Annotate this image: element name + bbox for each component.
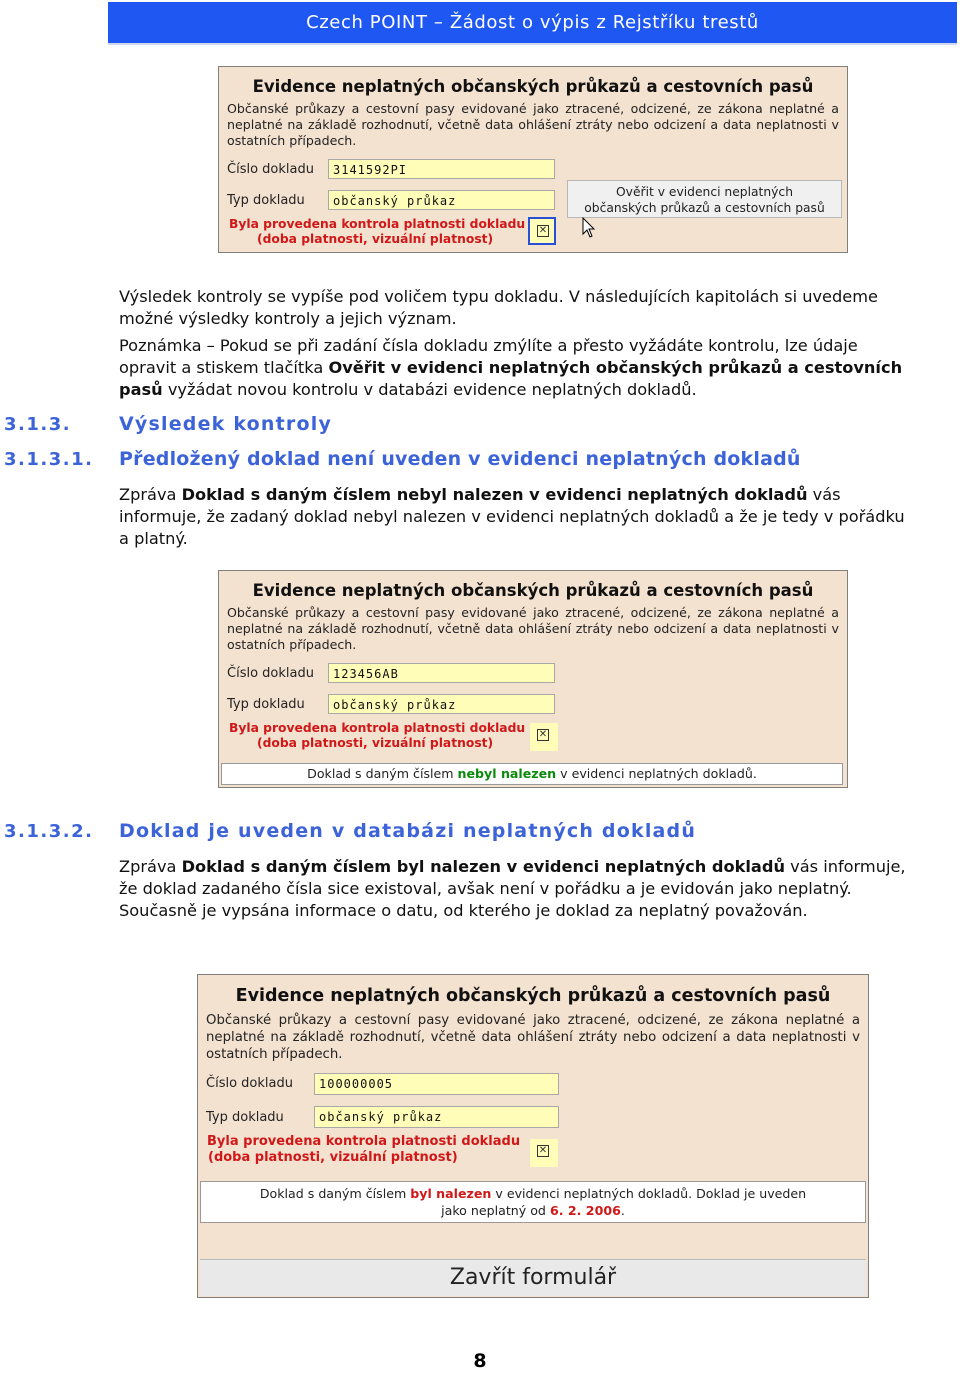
validity-checkbox[interactable]: ✕ bbox=[530, 723, 558, 751]
document-type-label: Typ dokladu bbox=[206, 1110, 284, 1125]
paragraph-result-intro: Výsledek kontroly se vypíše pod voličem typu dokladu. V následujících kapitolách si uvedeme možné výsledky kontroly a jejich význam. bbox=[119, 287, 878, 328]
document-number-label: Číslo dokladu bbox=[227, 666, 314, 681]
form-title: Evidence neplatných občanských průkazů a cestovních pasů bbox=[235, 986, 831, 1006]
paragraph-not-found: Zpráva Doklad s daným číslem nebyl nalezen v evidenci neplatných dokladů vás informuje, že zadaný doklad nebyl nalezen v evidenci neplatných dokladů a že je tedy v pořádku a platný. bbox=[119, 485, 905, 548]
document-type-select[interactable]: občanský průkaz bbox=[314, 1106, 559, 1128]
form-description: Občanské průkazy a cestovní pasy evidované jako ztracené, odcizené, ze zákona neplatné a neplatné na základě rozhodnutí, včetně data ohlášení ztráty nebo odcizení a data neplatnosti v ostatních případech. bbox=[206, 1013, 860, 1062]
form-description: Občanské průkazy a cestovní pasy evidované jako ztracené, odcizené, ze zákona neplatné a neplatné na základě rozhodnutí, včetně data ohlášení ztráty nebo odcizení a data neplatnosti v ostatních případech. bbox=[227, 605, 839, 652]
validity-checkbox[interactable]: ✕ bbox=[528, 217, 556, 245]
document-number-input[interactable]: 100000005 bbox=[314, 1073, 559, 1095]
document-number-input[interactable]: 3141592PI bbox=[328, 159, 555, 179]
page-number: 8 bbox=[473, 1350, 487, 1372]
validity-check-label: Byla provedena kontrola platnosti dokladu (doba platnosti, vizuální platnost) bbox=[207, 1134, 521, 1165]
close-form-button[interactable]: Zavřít formulář bbox=[200, 1259, 866, 1296]
document-header-banner: Czech POINT – Žádost o výpis z Rejstříku trestů bbox=[108, 2, 957, 45]
document-type-label: Typ dokladu bbox=[227, 193, 305, 208]
form-screenshot-2 bbox=[218, 570, 848, 788]
section-number-3-1-3: 3.1.3. bbox=[4, 414, 72, 435]
form-description: Občanské průkazy a cestovní pasy evidované jako ztracené, odcizené, ze zákona neplatné a neplatné na základě rozhodnutí, včetně data ohlášení ztráty nebo odcizení a data neplatnosti v ostatních případech. bbox=[227, 101, 839, 148]
section-title-3-1-3: Výsledek kontroly bbox=[119, 413, 333, 435]
section-number-3-1-3-1: 3.1.3.1. bbox=[4, 449, 94, 470]
verify-button[interactable]: Ověřit v evidenci neplatných občanských průkazů a cestovních pasů bbox=[567, 180, 842, 218]
form-title: Evidence neplatných občanských průkazů a cestovních pasů bbox=[252, 581, 814, 600]
mouse-cursor-icon bbox=[582, 217, 596, 239]
result-message-not-found: Doklad s daným číslem nebyl nalezen v evidenci neplatných dokladů. bbox=[221, 763, 843, 785]
validity-checkbox[interactable]: ✕ bbox=[530, 1139, 558, 1167]
section-number-3-1-3-2: 3.1.3.2. bbox=[4, 821, 94, 842]
document-type-select[interactable]: občanský průkaz bbox=[328, 694, 555, 714]
paragraph-found: Zpráva Doklad s daným číslem byl nalezen v evidenci neplatných dokladů vás informuje, že doklad zadaného čísla sice existoval, avšak není v pořádku a je evidován jako neplatný. Současně je vypsána informace o datu, od kterého je doklad za neplatný považován. bbox=[119, 857, 906, 920]
document-number-label: Číslo dokladu bbox=[206, 1076, 293, 1091]
section-title-3-1-3-2: Doklad je uveden v databázi neplatných dokladů bbox=[119, 820, 697, 842]
document-number-label: Číslo dokladu bbox=[227, 162, 314, 177]
validity-check-label: Byla provedena kontrola platnosti dokladu (doba platnosti, vizuální platnost) bbox=[229, 217, 526, 246]
form-screenshot-3 bbox=[197, 974, 869, 1298]
validity-check-label: Byla provedena kontrola platnosti dokladu (doba platnosti, vizuální platnost) bbox=[229, 721, 526, 750]
document-number-input[interactable]: 123456AB bbox=[328, 663, 555, 683]
form-title: Evidence neplatných občanských průkazů a cestovních pasů bbox=[252, 77, 814, 96]
result-message-found: Doklad s daným číslem byl nalezen v evidenci neplatných dokladů. Doklad je uveden jako neplatný od 6. 2. 2006. bbox=[200, 1181, 866, 1223]
document-type-select[interactable]: občanský průkaz bbox=[328, 190, 555, 210]
document-type-label: Typ dokladu bbox=[227, 697, 305, 712]
section-title-3-1-3-1: Předložený doklad není uveden v evidenci neplatných dokladů bbox=[119, 448, 801, 470]
paragraph-note: Poznámka – Pokud se při zadání čísla dokladu zmýlíte a přesto vyžádáte kontrolu, lze údaje opravit a stiskem tlačítka Ověřit v evidenci neplatných občanských průkazů a cestovních pasů vyžádat novou kontrolu v databázi evidence neplatných dokladů. bbox=[119, 336, 903, 399]
form-screenshot-1 bbox=[218, 66, 848, 253]
